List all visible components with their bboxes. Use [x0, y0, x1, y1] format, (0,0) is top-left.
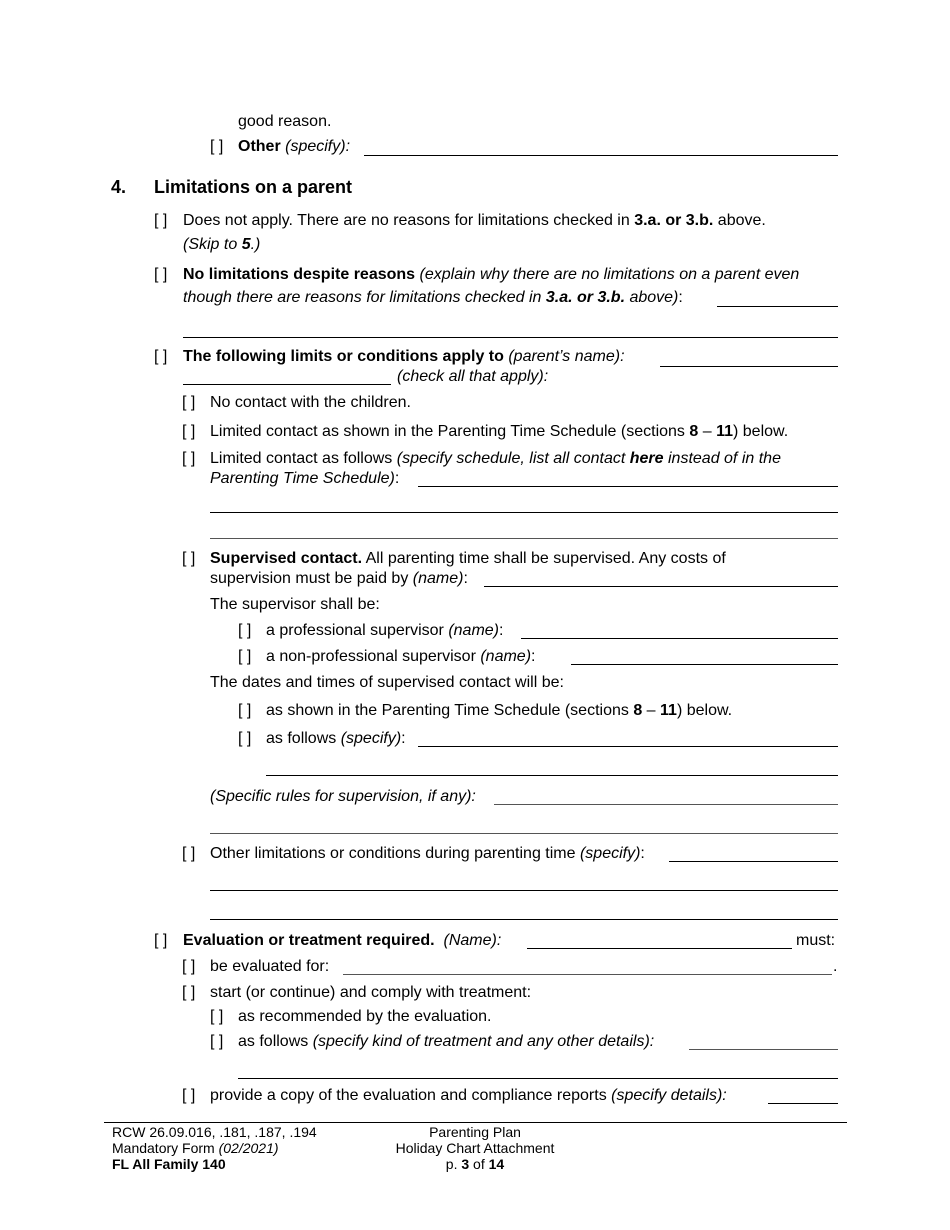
evaluated-label: be evaluated for: [210, 958, 330, 975]
specific-rules-field[interactable] [494, 804, 838, 805]
other-field[interactable] [364, 155, 838, 156]
following-limits-label: The following limits or conditions apply to (parent’s name): [183, 348, 625, 365]
good-reason-text: good reason. [238, 113, 332, 130]
professional-field[interactable] [521, 638, 838, 639]
copy-reports-label: provide a copy of the evaluation and compliance reports (specify details): [210, 1087, 727, 1104]
other-label: Other (specify): [238, 138, 351, 155]
as-follows-checkbox[interactable]: [ ] [238, 730, 252, 747]
evaluated-checkbox[interactable]: [ ] [182, 958, 196, 975]
recommended-label: as recommended by the evaluation. [238, 1008, 492, 1025]
other-limitations-label: Other limitations or conditions during parenting time (specify): [210, 845, 645, 862]
other-limitations-field[interactable] [669, 861, 838, 862]
footer-page-number: p. 3 of 14 [445, 1156, 505, 1172]
no-limitations-field-2[interactable] [183, 337, 838, 338]
footer-title-2: Holiday Chart Attachment [395, 1140, 555, 1156]
professional-checkbox[interactable]: [ ] [238, 622, 252, 639]
parent-name-field-2[interactable] [183, 384, 391, 385]
treatment-follows-field[interactable] [689, 1049, 838, 1050]
treatment-follows-field-2[interactable] [238, 1078, 838, 1079]
supervision-payer-field[interactable] [484, 586, 838, 587]
check-all-note: (check all that apply): [397, 368, 549, 385]
as-follows-field[interactable] [418, 746, 838, 747]
other-checkbox[interactable] [210, 137, 223, 157]
nonprofessional-field[interactable] [571, 664, 838, 665]
professional-label: a professional supervisor (name): [266, 622, 504, 639]
specific-rules-label: (Specific rules for supervision, if any): [210, 788, 476, 805]
evaluation-label: Evaluation or treatment required. (Name): [183, 932, 502, 949]
must-text: must: [796, 932, 836, 949]
no-limitations-field[interactable] [717, 306, 838, 307]
start-treatment-label: start (or continue) and comply with treatment: [210, 984, 532, 1001]
does-not-apply-text: Does not apply. There are no reasons for limitations checked in 3.a. or 3.b. above. [183, 212, 766, 229]
no-limitations-checkbox[interactable]: [ ] [154, 266, 168, 283]
limited-schedule-checkbox[interactable]: [ ] [182, 423, 196, 440]
supervised-line2: supervision must be paid by (name): [210, 570, 468, 587]
recommended-checkbox[interactable]: [ ] [210, 1008, 224, 1025]
specific-rules-field-2[interactable] [210, 833, 838, 834]
limited-follows-field-3[interactable] [210, 538, 838, 539]
parent-name-field[interactable] [660, 366, 838, 367]
no-limitations-line2: though there are reasons for limitations checked in 3.a. or 3.b. above): [183, 289, 683, 306]
supervised-checkbox[interactable]: [ ] [182, 550, 196, 567]
checkbox-glyph: [ ] [210, 138, 224, 155]
nonprofessional-label: a non-professional supervisor (name): [266, 648, 536, 665]
limited-follows-line2: Parenting Time Schedule): [210, 470, 400, 487]
other-limitations-field-2[interactable] [210, 890, 838, 891]
footer-rule [104, 1122, 847, 1123]
no-limitations-line1: No limitations despite reasons (explain why there are no limitations on a parent even [183, 266, 800, 283]
as-follows-field-2[interactable] [266, 775, 838, 776]
dates-times-text: The dates and times of supervised contact will be: [210, 674, 564, 691]
other-limitations-checkbox[interactable]: [ ] [182, 845, 196, 862]
supervisor-shall-be: The supervisor shall be: [210, 596, 380, 613]
supervised-line1: Supervised contact. All parenting time shall be supervised. Any costs of [210, 550, 726, 567]
limited-schedule-text: Limited contact as shown in the Parenting Time Schedule (sections 8 – 11) below. [210, 423, 789, 440]
start-treatment-checkbox[interactable]: [ ] [182, 984, 196, 1001]
section-number: 4. [111, 177, 127, 197]
copy-reports-field[interactable] [768, 1103, 838, 1104]
nonprofessional-checkbox[interactable]: [ ] [238, 648, 252, 665]
evaluation-checkbox[interactable]: [ ] [154, 932, 168, 949]
skip-note: (Skip to 5.) [183, 236, 261, 253]
evaluation-name-field[interactable] [527, 948, 792, 949]
limited-follows-field[interactable] [418, 486, 838, 487]
as-follows-label: as follows (specify): [266, 730, 406, 747]
treatment-follows-checkbox[interactable]: [ ] [210, 1033, 224, 1050]
evaluated-period: . [833, 958, 838, 975]
following-limits-checkbox[interactable]: [ ] [154, 348, 168, 365]
limited-follows-checkbox[interactable]: [ ] [182, 450, 196, 467]
limited-follows-field-2[interactable] [210, 512, 838, 513]
as-shown-text: as shown in the Parenting Time Schedule (sections 8 – 11) below. [266, 702, 733, 719]
treatment-follows-label: as follows (specify kind of treatment and any other details): [238, 1033, 655, 1050]
does-not-apply-checkbox[interactable]: [ ] [154, 212, 168, 229]
no-contact-checkbox[interactable]: [ ] [182, 394, 196, 411]
evaluated-field[interactable] [343, 974, 832, 975]
other-limitations-field-3[interactable] [210, 919, 838, 920]
footer-rcw: RCW 26.09.016, .181, .187, .194 [112, 1124, 317, 1140]
copy-reports-checkbox[interactable]: [ ] [182, 1087, 196, 1104]
section-title: Limitations on a parent [154, 177, 353, 197]
footer-form-id: FL All Family 140 [112, 1156, 226, 1172]
no-contact-text: No contact with the children. [210, 394, 411, 411]
limited-follows-line1: Limited contact as follows (specify schedule, list all contact here instead of in the [210, 450, 781, 467]
footer-mandatory: Mandatory Form (02/2021) [112, 1140, 279, 1156]
footer-title-1: Parenting Plan [429, 1124, 521, 1140]
as-shown-checkbox[interactable]: [ ] [238, 702, 252, 719]
